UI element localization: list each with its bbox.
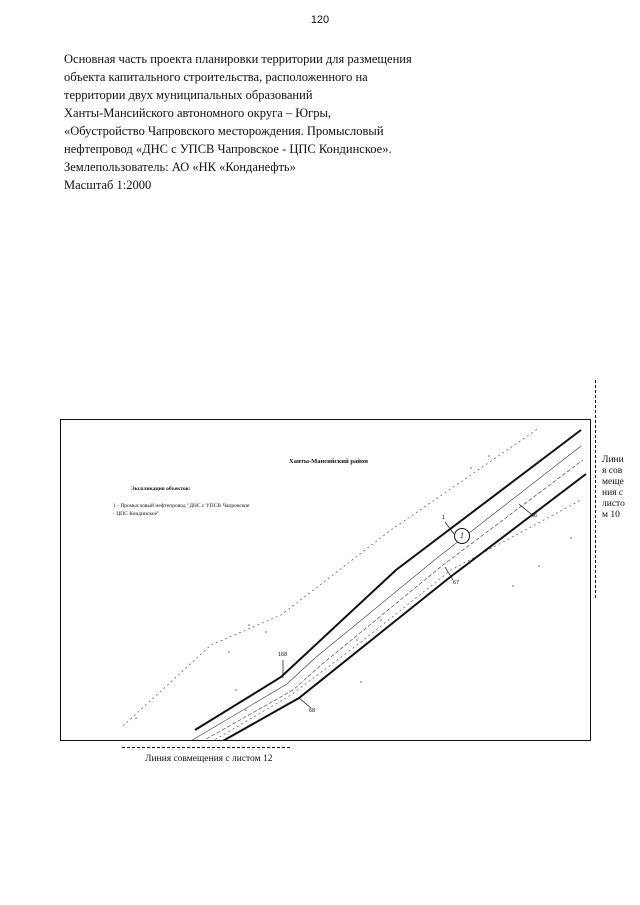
header-line: Основная часть проекта планировки территории для размещения: [64, 52, 412, 66]
junction-label-right: Линия совмещения с листом 10: [602, 455, 625, 520]
page-number: 120: [310, 14, 330, 26]
district-label: Ханты-Мансийский район: [289, 458, 368, 465]
object-number-marker: 1: [454, 528, 470, 544]
leader-66: [519, 504, 531, 514]
line-label: 1: [442, 515, 446, 521]
header-line: Ханты-Мансийского автономного округа – Югры,: [64, 106, 332, 120]
junction-label-bottom: Линия совмещения с листом 12: [145, 754, 273, 764]
legend-item: 1 - Промысловый нефтепровод "ДНС с УПСВ Чапровское - ЦПС Кондинское": [113, 503, 250, 517]
junction-line-right: [595, 380, 596, 598]
junction-line-bottom: [122, 747, 290, 748]
point-label-168: 168: [278, 652, 288, 658]
survey-marks: [135, 455, 572, 719]
point-label-68: 68: [309, 708, 316, 714]
boundary-line-upper: [195, 430, 581, 730]
corridor-boundary-upper: [123, 428, 539, 726]
header-line: «Обустройство Чапровского месторождения. Промысловый: [64, 124, 384, 138]
document-header: [64, 50, 484, 194]
header-line: нефтепровод «ДНС с УПСВ Чапровское - ЦПС Кондинское».: [64, 142, 392, 156]
point-label-66: 66: [531, 513, 538, 519]
leader-68: [299, 698, 311, 708]
legend-title: Экспликация объектов:: [131, 486, 191, 492]
header-line: территории двух муниципальных образований: [64, 88, 313, 102]
point-label-67: 67: [453, 580, 460, 586]
header-line: Землепользователь: АО «НК «Конданефть»: [64, 160, 296, 174]
map-drawing: [60, 419, 591, 741]
scale-line: Масштаб 1:2000: [64, 178, 152, 192]
map-lines: [61, 420, 591, 741]
header-line: объекта капитального строительства, расположенного на: [64, 70, 368, 84]
